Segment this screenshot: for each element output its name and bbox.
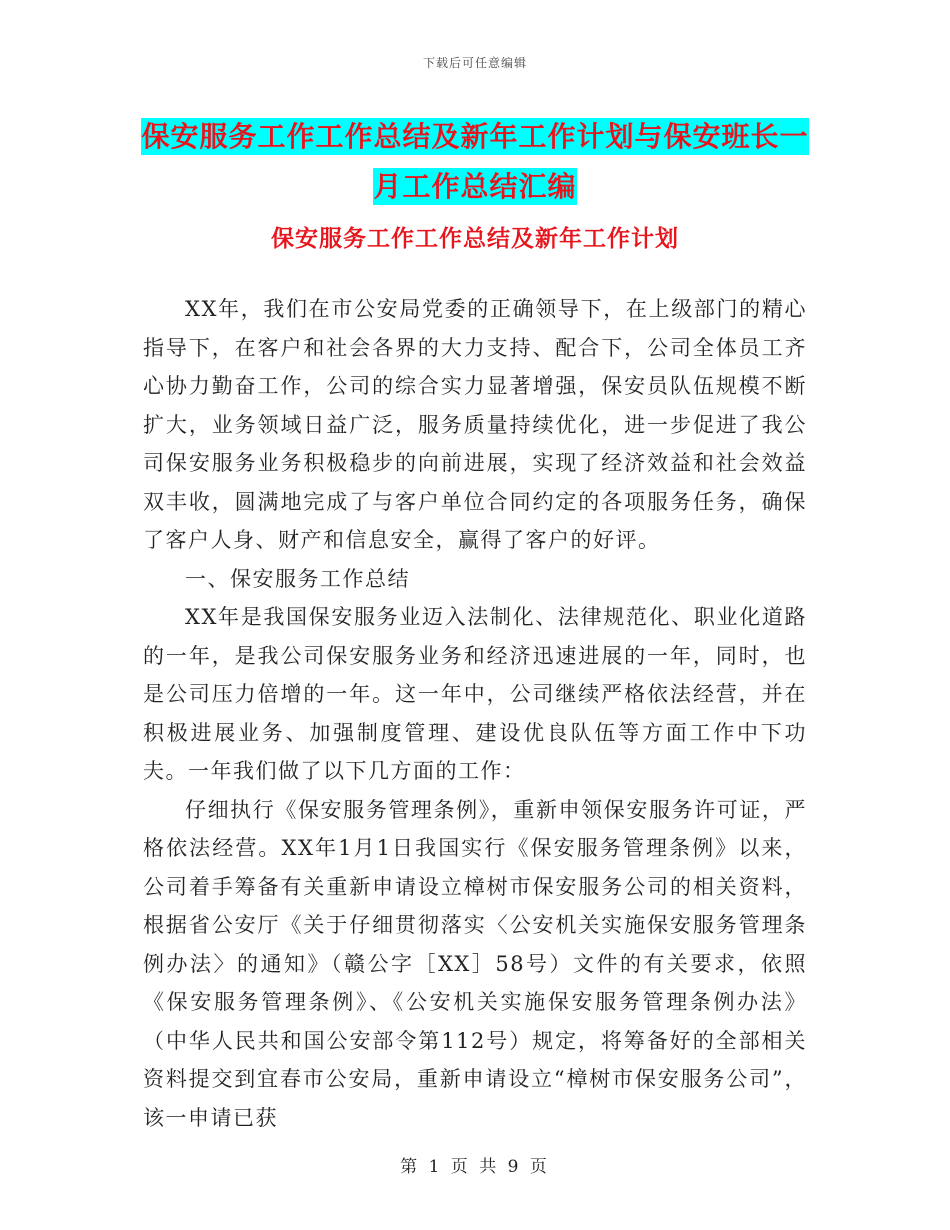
paragraph-overview: XX年是我国保安服务业迈入法制化、法律规范化、职业化道路的一年，是我公司保安服务业务和经济迅速进展的一年，同时，也是公司压力倍增的一年。这一年中，公司继续严格依法经营，并在积极进展业务、加强制度管理、建设优良队伍等方面工作中下功夫。一年我们做了以下几方面的工作： — [143, 605, 807, 783]
document-title — [140, 112, 810, 212]
page-number: 第 1 页 共 9 页 — [400, 1157, 550, 1177]
section-title: 保安服务工作工作总结及新年工作计划 — [271, 226, 679, 252]
paragraph-intro: XX年，我们在市公安局党委的正确领导下，在上级部门的精心指导下，在客户和社会各界的大力支持、配合下，公司全体员工齐心协力勤奋工作，公司的综合实力显著增强，保安员队伍规模不断扩大，业务领域日益广泛，服务质量持续优化，进一步促进了我公司保安服务业务积极稳步的向前进展，实现了经济效益和社会效益双丰收，圆满地完成了与客户单位合同约定的各项服务任务，确保了客户人身、财产和信息安全，赢得了客户的好评。 — [143, 297, 807, 552]
document-title-line-2: 月工作总结汇编 — [373, 170, 577, 203]
page-header-note: 下载后可任意编辑 — [422, 56, 527, 70]
section-heading: 一、保安服务工作总结 — [185, 566, 410, 591]
paragraph-regulation: 仔细执行《保安服务管理条例》，重新申领保安服务许可证，严格依法经营。XX年1月1日我国实行《保安服务管理条例》以来，公司着手筹备有关重新申请设立樟树市保安服务公司的相关资料，根据省公安厅《关于仔细贯彻落实〈公安机关实施保安服务管理条例办法〉的通知》（赣公字［XX］58号）文件的有关要求，依照《保安服务管理条例》、《公安机关实施保安服务管理条例办法》（中华人民共和国公安部令第112号）规定，将筹备好的全部相关资料提交到宜春市公安局，重新申请设立“樟树市保安服务公司”，该一申请已获 — [143, 797, 807, 1130]
document-body — [143, 290, 807, 1137]
document-title-line-1: 保安服务工作工作总结及新年工作计划与保安班长一 — [141, 120, 809, 153]
